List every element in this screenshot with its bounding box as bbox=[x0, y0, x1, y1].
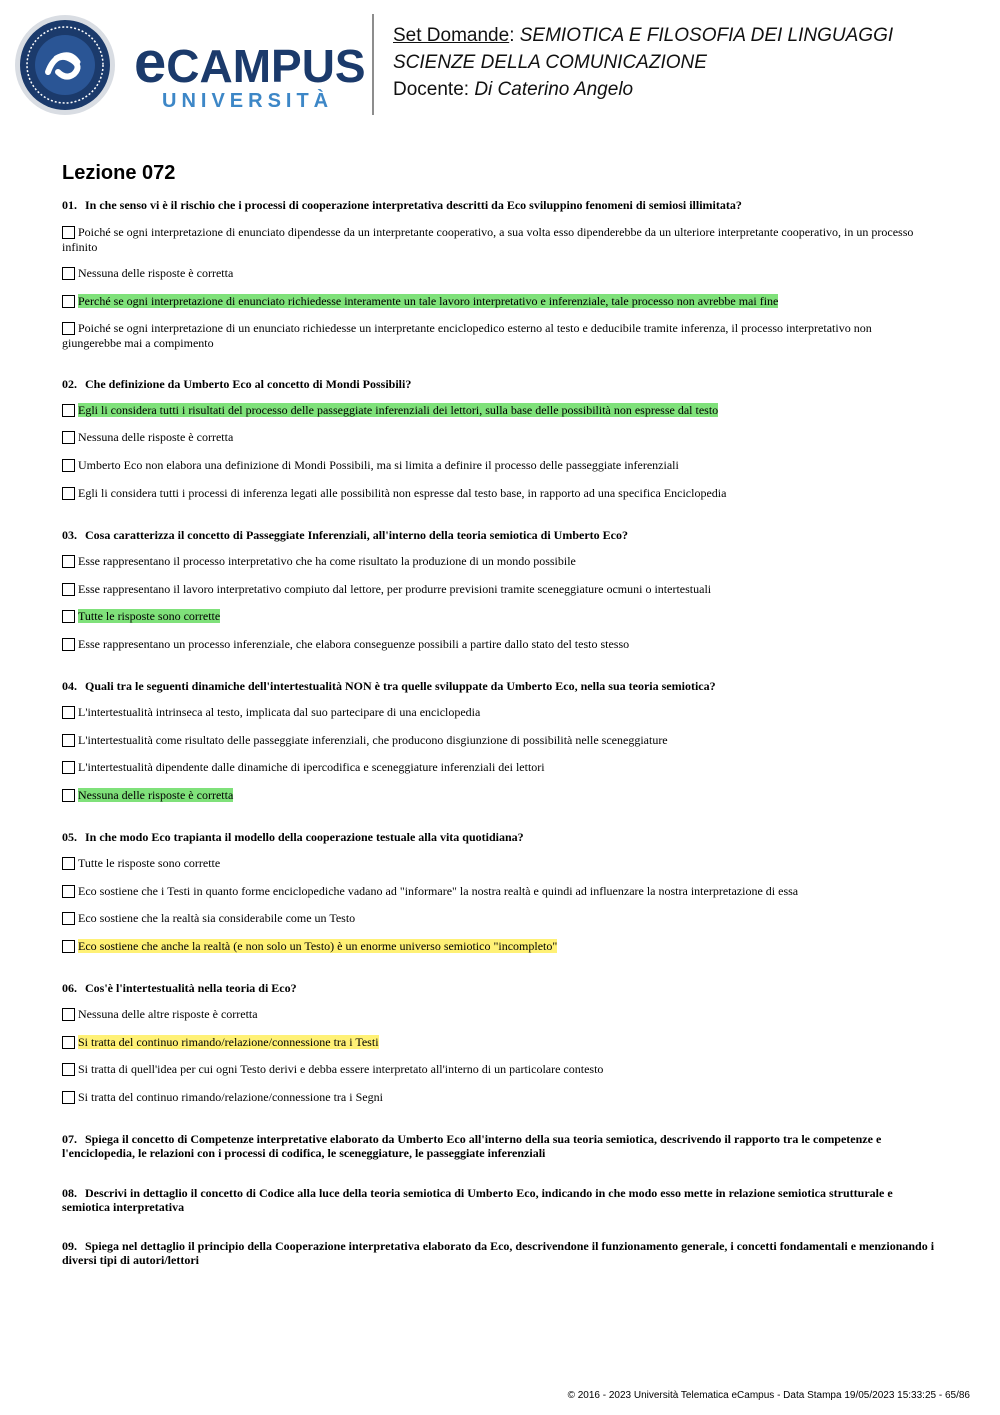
checkbox-icon[interactable] bbox=[62, 459, 75, 472]
option-03-b[interactable]: Esse rappresentano il lavoro interpretativo compiuto dal lettore, per produrre previsioni tramite sceneggiature ocmuni o intertestuali bbox=[62, 582, 922, 597]
checkbox-icon[interactable] bbox=[62, 734, 75, 747]
option-02-c[interactable]: Umberto Eco non elabora una definizione di Mondi Possibili, ma si limita a definire il processo delle passeggiate inferenziali bbox=[62, 458, 922, 473]
checkbox-icon[interactable] bbox=[62, 789, 75, 802]
option-01-a[interactable]: Poiché se ogni interpretazione di enunciato dipendesse da un interpretante cooperativo, a sua volta esso dipenderebbe da un ulteriore interpretante cooperativo, in un processo infinito bbox=[62, 225, 914, 254]
selected-answer-highlight: Si tratta del continuo rimando/relazione/connessione tra i Testi bbox=[78, 1035, 379, 1049]
checkbox-icon[interactable] bbox=[62, 295, 75, 308]
option-04-a[interactable]: L'intertestualità intrinseca al testo, implicata dal suo partecipare di una enciclopedia bbox=[62, 705, 922, 720]
logo-subtitle: UNIVERSITÀ bbox=[162, 90, 334, 112]
logo-e: e bbox=[134, 30, 167, 95]
correct-answer-highlight: Egli li considera tutti i risultati del processo delle passeggiate inferenziali dei lettori, sulla base delle possibilità non espresse dal testo bbox=[78, 403, 719, 417]
set-label: Set Domande bbox=[393, 25, 510, 46]
set-line: Set Domande: SEMIOTICA E FILOSOFIA DEI LINGUAGGI bbox=[393, 25, 894, 46]
option-06-b[interactable] bbox=[62, 1035, 922, 1050]
option-04-c[interactable]: L'intertestualità dipendente dalle dinamiche di ipercodifica e sceneggiature inferenziali dei lettori bbox=[62, 760, 922, 775]
correct-answer-highlight: Perché se ogni interpretazione di enunciato richiedesse interamente un tale lavoro interpretativo e inferenziale, tale processo non avrebbe mai fine bbox=[78, 294, 779, 308]
checkbox-icon[interactable] bbox=[62, 638, 75, 651]
option-05-c[interactable]: Eco sostiene che la realtà sia considerabile come un Testo bbox=[62, 911, 922, 926]
correct-answer-highlight: Nessuna delle risposte è corretta bbox=[78, 788, 234, 802]
course-subtitle: SCIENZE DELLA COMUNICAZIONE bbox=[393, 52, 707, 73]
page-footer: © 2016 - 2023 Università Telematica eCampus - Data Stampa 19/05/2023 15:33:25 - 65/86 bbox=[567, 1390, 970, 1401]
teacher-label: Docente: bbox=[393, 79, 470, 100]
checkbox-icon[interactable] bbox=[62, 761, 75, 774]
question-03: 03. Cosa caratterizza il concetto di Passeggiate Inferenziali, all'interno della teoria semiotica di Umberto Eco? bbox=[62, 528, 628, 542]
checkbox-icon[interactable] bbox=[62, 431, 75, 444]
option-05-b[interactable]: Eco sostiene che i Testi in quanto forme enciclopediche vadano ad "informare" la nostra realtà e quindi ad influenzare la nostra interpretazione di essa bbox=[62, 884, 922, 899]
question-07: 07. Spiega il concetto di Competenze interpretative elaborato da Umberto Eco all'interno della sua teoria semiotica, descrivendo il rapporto tra le competenze e l'enciclopedia, le relazioni con i processi di codifica, le sceneggiature, le passeggiate inferenziali bbox=[62, 1132, 882, 1160]
teacher-name: Di Caterino Angelo bbox=[474, 79, 634, 100]
teacher-line bbox=[393, 76, 893, 103]
option-06-d[interactable]: Si tratta del continuo rimando/relazione/connessione tra i Segni bbox=[62, 1090, 922, 1105]
checkbox-icon[interactable] bbox=[62, 404, 75, 417]
subtitle-line bbox=[393, 49, 893, 76]
question-08: 08. Descrivi in dettaglio il concetto di Codice alla luce della teoria semiotica di Umberto Eco, indicando in che modo esso mette in relazione semiotica strutturale e semiotica interpretativa bbox=[62, 1186, 893, 1214]
page-header bbox=[0, 0, 1000, 120]
checkbox-icon[interactable] bbox=[62, 1091, 75, 1104]
lesson-title: Lezione 072 bbox=[62, 162, 176, 184]
checkbox-icon[interactable] bbox=[62, 912, 75, 925]
option-05-a[interactable]: Tutte le risposte sono corrette bbox=[62, 856, 922, 871]
checkbox-icon[interactable] bbox=[62, 885, 75, 898]
question-01: 01. In che senso vi è il rischio che i processi di cooperazione interpretativa descritti da Eco sviluppino fenomeni di semiosi illimitata? bbox=[62, 198, 742, 212]
header-divider bbox=[372, 14, 374, 115]
option-03-a[interactable]: Esse rappresentano il processo interpretativo che ha come risultato la produzione di un mondo possibile bbox=[62, 554, 922, 569]
checkbox-icon[interactable] bbox=[62, 555, 75, 568]
option-06-a[interactable]: Nessuna delle altre risposte è corretta bbox=[62, 1007, 922, 1022]
checkbox-icon[interactable] bbox=[62, 1008, 75, 1021]
logo-campus: CAMPUS bbox=[166, 40, 366, 92]
option-04-b[interactable]: L'intertestualità come risultato delle passeggiate inferenziali, che producono disgiunzione di possibilità nelle sceneggiature bbox=[62, 733, 922, 748]
option-02-d[interactable]: Egli li considera tutti i processi di inferenza legati alle possibilità non espresse dal testo base, in rapporto ad una specifica Enciclopedia bbox=[62, 486, 922, 501]
course-meta bbox=[393, 22, 893, 103]
checkbox-icon[interactable] bbox=[62, 487, 75, 500]
ecampus-logo bbox=[14, 14, 366, 116]
checkbox-icon[interactable] bbox=[62, 226, 75, 239]
checkbox-icon[interactable] bbox=[62, 610, 75, 623]
option-04-d[interactable] bbox=[62, 788, 922, 803]
option-05-d[interactable] bbox=[62, 939, 922, 954]
checkbox-icon[interactable] bbox=[62, 267, 75, 280]
question-09: 09. Spiega nel dettaglio il principio della Cooperazione interpretativa elaborato da Eco, descrivendone il funzionamento generale, i concetti fondamentali e menzionando i diversi tipi di autori/lettori bbox=[62, 1239, 935, 1267]
selected-answer-highlight: Eco sostiene che anche la realtà (e non solo un Testo) è un enorme universo semiotico "incompleto" bbox=[78, 939, 558, 953]
option-01-b[interactable]: Nessuna delle risposte è corretta bbox=[62, 266, 922, 281]
option-03-c[interactable] bbox=[62, 609, 922, 624]
option-06-c[interactable]: Si tratta di quell'idea per cui ogni Testo derivi e debba essere interpretato all'interno di un particolare contesto bbox=[62, 1062, 922, 1077]
checkbox-icon[interactable] bbox=[62, 583, 75, 596]
checkbox-icon[interactable] bbox=[62, 940, 75, 953]
logo-wordmark bbox=[134, 30, 366, 95]
question-05: 05. In che modo Eco trapianta il modello della cooperazione testuale alla vita quotidiana? bbox=[62, 830, 524, 844]
option-02-b[interactable]: Nessuna delle risposte è corretta bbox=[62, 430, 922, 445]
correct-answer-highlight: Tutte le risposte sono corrette bbox=[78, 609, 221, 623]
option-01-c[interactable] bbox=[62, 294, 922, 309]
course-title: SEMIOTICA E FILOSOFIA DEI LINGUAGGI bbox=[519, 25, 894, 46]
question-04: 04. Quali tra le seguenti dinamiche dell'intertestualità NON è tra quelle sviluppate da Umberto Eco, nella sua teoria semiotica? bbox=[62, 679, 716, 693]
option-01-d[interactable]: Poiché se ogni interpretazione di un enunciato richiedesse un interpretante enciclopedico esterno al testo e deducibile tramite inferenza, il processo interpretativo non giungerebbe mai a compimento bbox=[62, 321, 872, 350]
checkbox-icon[interactable] bbox=[62, 322, 75, 335]
option-03-d[interactable]: Esse rappresentano un processo inferenziale, che elabora conseguenze possibili a partire dallo stato del testo stesso bbox=[62, 637, 922, 652]
checkbox-icon[interactable] bbox=[62, 1036, 75, 1049]
option-02-a[interactable] bbox=[62, 403, 922, 418]
question-02: 02. Che definizione da Umberto Eco al concetto di Mondi Possibili? bbox=[62, 377, 412, 391]
checkbox-icon[interactable] bbox=[62, 857, 75, 870]
checkbox-icon[interactable] bbox=[62, 1063, 75, 1076]
checkbox-icon[interactable] bbox=[62, 706, 75, 719]
question-06: 06. Cos'è l'intertestualità nella teoria di Eco? bbox=[62, 981, 297, 995]
ecampus-badge-icon bbox=[14, 14, 116, 116]
